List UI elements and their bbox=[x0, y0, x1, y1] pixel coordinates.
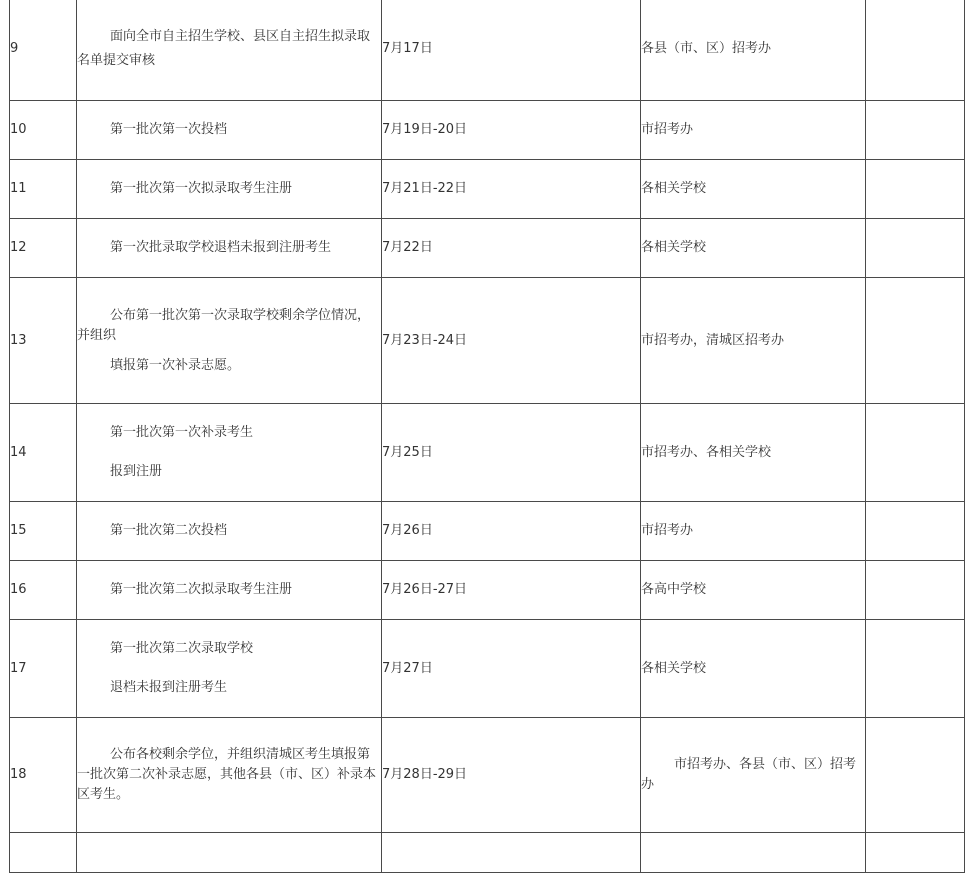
table-row bbox=[10, 502, 965, 561]
row-number: 16 bbox=[10, 561, 77, 620]
schedule-item bbox=[77, 0, 382, 101]
responsible-unit: 各相关学校 bbox=[641, 620, 866, 718]
item-text: 第一批次第二次拟录取考生注册 bbox=[110, 582, 293, 597]
row-number: 14 bbox=[10, 404, 77, 502]
item-text: 填报第一次补录志愿。 bbox=[110, 357, 241, 373]
row-number: 13 bbox=[10, 278, 77, 404]
schedule-item bbox=[77, 404, 382, 502]
responsible-unit: 各相关学校 bbox=[641, 219, 866, 278]
schedule-time: 7月19日-20日 bbox=[382, 101, 641, 160]
responsible-unit: 市招考办、各相关学校 bbox=[641, 404, 866, 502]
table-row bbox=[10, 404, 965, 502]
remark bbox=[866, 160, 965, 219]
schedule-time: 7月27日 bbox=[382, 620, 641, 718]
schedule-time: 7月26日-27日 bbox=[382, 561, 641, 620]
table-row bbox=[10, 101, 965, 160]
item-text: 公布第一批次第一次录取学校剩余学位情况，并组织 bbox=[77, 307, 371, 343]
schedule-time: 7月21日-22日 bbox=[382, 160, 641, 219]
schedule-time bbox=[382, 833, 641, 873]
responsible-unit: 市招考办，清城区招考办 bbox=[641, 278, 866, 404]
row-number: 9 bbox=[10, 0, 77, 101]
table-row bbox=[10, 0, 965, 101]
item-text: 第一批次第二次录取学校 bbox=[110, 641, 254, 656]
remark bbox=[866, 833, 965, 873]
remark bbox=[866, 404, 965, 502]
item-text: 公布各校剩余学位，并组织清城区考生填报第一批次第二次补录志愿，其他各县（市、区）补录本区考生。 bbox=[77, 747, 377, 802]
table-row bbox=[10, 561, 965, 620]
unit-text: 市招考办、各县（市、区）招考办 bbox=[641, 757, 857, 792]
responsible-unit: 市招考办 bbox=[641, 502, 866, 561]
responsible-unit: 市招考办 bbox=[641, 101, 866, 160]
responsible-unit: 各县（市、区）招考办 bbox=[641, 0, 866, 101]
item-text: 报到注册 bbox=[110, 464, 163, 479]
schedule-item bbox=[77, 620, 382, 718]
remark bbox=[866, 219, 965, 278]
table-row bbox=[10, 620, 965, 718]
row-number: 11 bbox=[10, 160, 77, 219]
remark bbox=[866, 561, 965, 620]
schedule-item bbox=[77, 219, 382, 278]
responsible-unit bbox=[641, 718, 866, 833]
schedule-time: 7月26日 bbox=[382, 502, 641, 561]
table-row bbox=[10, 219, 965, 278]
responsible-unit: 各高中学校 bbox=[641, 561, 866, 620]
schedule-item bbox=[77, 278, 382, 404]
row-number: 18 bbox=[10, 718, 77, 833]
row-number: 12 bbox=[10, 219, 77, 278]
row-number bbox=[10, 833, 77, 873]
schedule-time: 7月23日-24日 bbox=[382, 278, 641, 404]
table-row bbox=[10, 718, 965, 833]
schedule-item bbox=[77, 561, 382, 620]
remark bbox=[866, 278, 965, 404]
remark bbox=[866, 0, 965, 101]
schedule-item bbox=[77, 502, 382, 561]
schedule-time: 7月25日 bbox=[382, 404, 641, 502]
item-text: 第一次批录取学校退档未报到注册考生 bbox=[110, 240, 332, 255]
item-text: 第一批次第一次投档 bbox=[110, 122, 228, 137]
row-number: 10 bbox=[10, 101, 77, 160]
schedule-time: 7月22日 bbox=[382, 219, 641, 278]
responsible-unit: 各相关学校 bbox=[641, 160, 866, 219]
remark bbox=[866, 502, 965, 561]
item-text: 退档未报到注册考生 bbox=[110, 680, 228, 695]
schedule-time: 7月17日 bbox=[382, 0, 641, 101]
remark bbox=[866, 718, 965, 833]
row-number: 17 bbox=[10, 620, 77, 718]
remark bbox=[866, 620, 965, 718]
responsible-unit bbox=[641, 833, 866, 873]
table-row bbox=[10, 833, 965, 873]
schedule-item bbox=[77, 718, 382, 833]
item-text: 第一批次第一次拟录取考生注册 bbox=[110, 181, 293, 196]
schedule-item bbox=[77, 160, 382, 219]
item-text: 第一批次第一次补录考生 bbox=[110, 425, 254, 440]
remark bbox=[866, 101, 965, 160]
item-text: 面向全市自主招生学校、县区自主招生拟录取名单提交审核 bbox=[77, 28, 371, 68]
schedule-time: 7月28日-29日 bbox=[382, 718, 641, 833]
schedule-item bbox=[77, 833, 382, 873]
row-number: 15 bbox=[10, 502, 77, 561]
item-text: 第一批次第二次投档 bbox=[110, 523, 228, 538]
table-row bbox=[10, 160, 965, 219]
schedule-item bbox=[77, 101, 382, 160]
schedule-table bbox=[9, 0, 965, 873]
table-row bbox=[10, 278, 965, 404]
